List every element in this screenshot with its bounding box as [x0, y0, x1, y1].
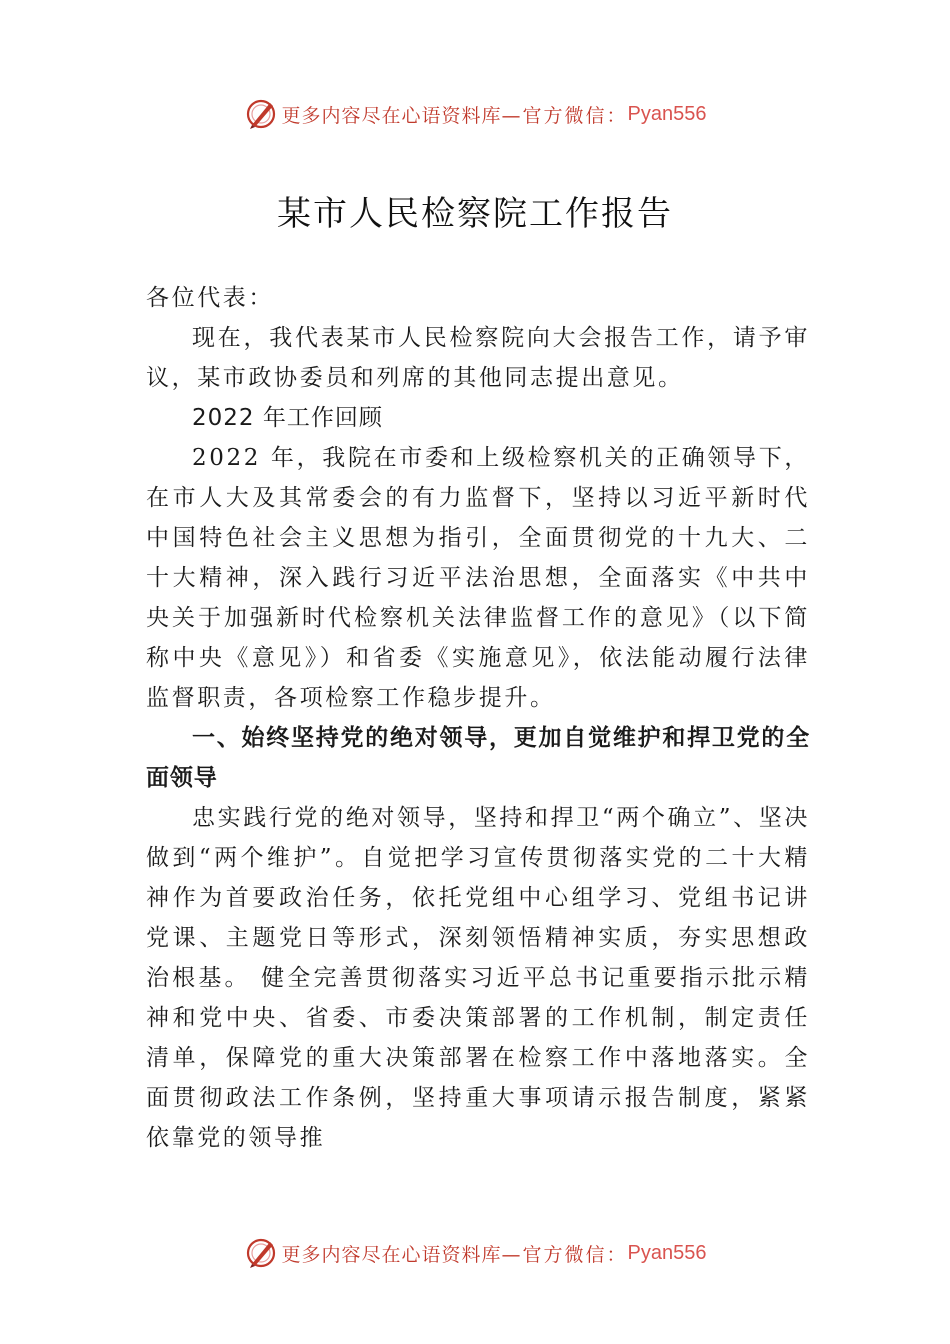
salutation: 各位代表：: [146, 285, 274, 311]
watermark-text-library: 更多内容尽在心语资料库: [281, 1243, 502, 1266]
pen-logo-icon: [244, 1236, 278, 1270]
watermark-banner-bottom: [0, 1233, 950, 1273]
watermark-text-wechat-label: —官方微信：: [501, 104, 628, 127]
document-body: [146, 278, 810, 1158]
watermark-text-wechat-label: —官方微信：: [501, 1243, 628, 1266]
watermark-text-wechat-id: Pyan556: [627, 1241, 707, 1264]
section-title: 2022 年工作回顾: [192, 405, 383, 431]
watermark-text-wechat-id: Pyan556: [627, 102, 707, 125]
document-title: 某市人民检察院工作报告: [277, 194, 673, 234]
heading-one: 一、始终坚持党的绝对领导，更加自觉维护和捍卫党的全面领导: [146, 725, 810, 791]
review-paragraph: 2022 年，我院在市委和上级检察机关的正确领导下，在市人大及其常委会的有力监督下，坚持以习近平新时代中国特色社会主义思想为指引，全面贯彻党的十九大、二十大精神，深入践行习近平法治思想，全面落实《中共中央关于加强新时代检察机关法律监督工作的意见》（以下简称中央《意见》）和省委《实施意见》，依法能动履行法律监督职责，各项检察工作稳步提升。: [146, 445, 810, 711]
watermark-text-library: 更多内容尽在心语资料库: [281, 104, 502, 127]
paragraph-one: 忠实践行党的绝对领导，坚持和捍卫“两个确立”、坚决做到“两个维护”。自觉把学习宣传贯彻落实党的二十大精神作为首要政治任务，依托党组中心组学习、党组书记讲党课、主题党日等形式，深刻领悟精神实质，夯实思想政治根基。 健全完善贯彻落实习近平总书记重要指示批示精神和党中央、省委、市委决策部署的工作机制，制定责任清单，保障党的重大决策部署在检察工作中落地落实。全面贯彻政法工作条例，坚持重大事项请示报告制度，紧紧依靠党的领导推: [146, 805, 810, 1151]
pen-logo-icon: [244, 97, 278, 131]
watermark-banner-top: [0, 94, 950, 134]
intro-paragraph: 现在，我代表某市人民检察院向大会报告工作，请予审议，某市政协委员和列席的其他同志提出意见。: [146, 325, 810, 391]
